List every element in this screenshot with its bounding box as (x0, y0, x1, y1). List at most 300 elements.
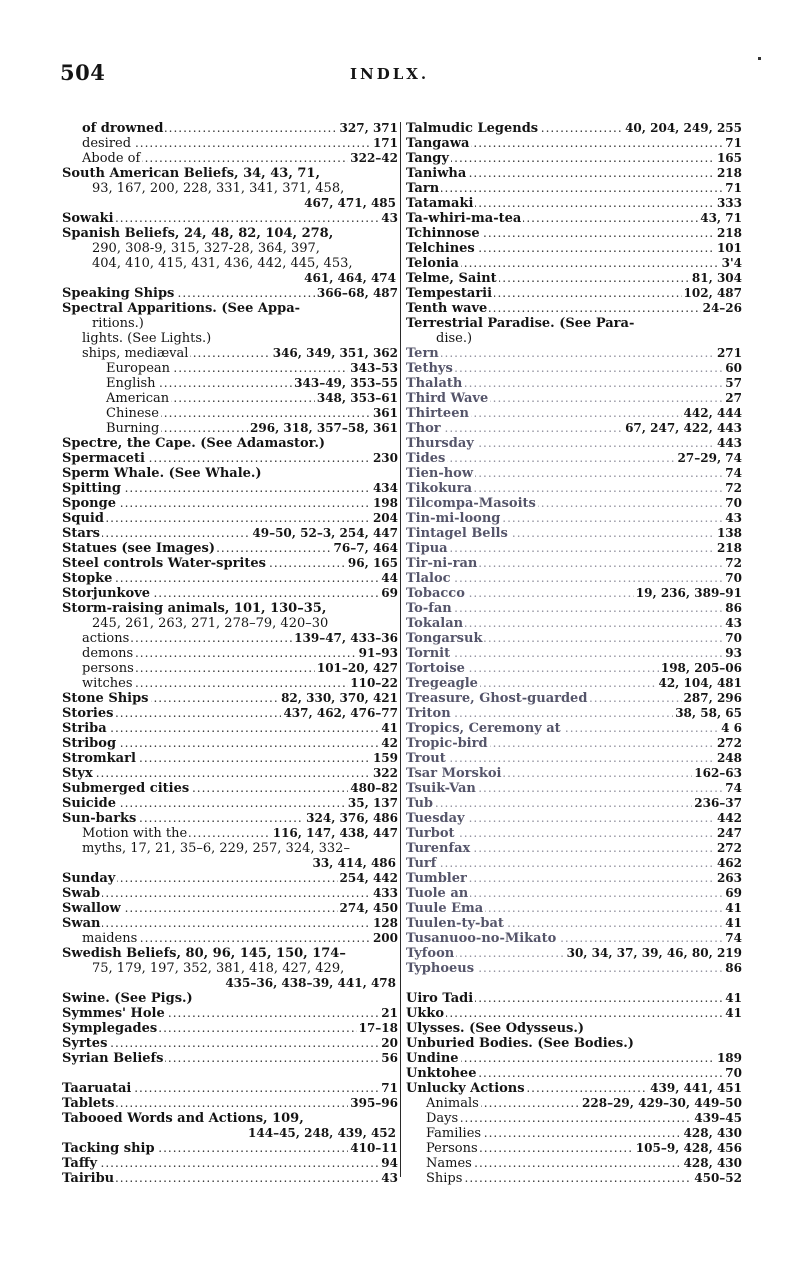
entry-term: Typhoeus (406, 961, 475, 976)
entry-pages: 43 (725, 511, 742, 525)
corner-dot (758, 57, 761, 60)
entry-term: Undine (406, 1051, 459, 1066)
entry-pages: 395–96 (350, 1096, 398, 1110)
entry-pages: 333 (716, 196, 742, 210)
entry-term: Spectre, the Cape. (See Adamastor.) (62, 436, 325, 451)
entry-term: Tuole an (406, 886, 469, 901)
running-head: INDLX. (350, 65, 430, 83)
entry-pages: 71 (725, 181, 742, 195)
index-entry (62, 1096, 398, 1111)
entry-pages: 218 (716, 166, 742, 180)
index-entry (62, 1081, 398, 1096)
entry-pages: 82, 330, 370, 421 (281, 691, 398, 705)
entry-term: Tongarsuk (406, 631, 483, 646)
entry-pages: 70 (725, 1066, 742, 1080)
index-entry (406, 151, 742, 166)
index-entry (62, 1156, 398, 1171)
entry-pages: 272 (716, 736, 742, 750)
entry-term: Motion with the (82, 826, 188, 841)
index-entry (406, 286, 742, 301)
entry-term: Stromkarl (62, 751, 136, 766)
entry-pages: 41 (725, 901, 742, 915)
entry-pages: 81, 304 (691, 271, 742, 285)
index-entry (406, 946, 742, 961)
index-entry (62, 346, 398, 361)
entry-term: Tumbler (406, 871, 467, 886)
entry-term: Swan (62, 916, 101, 931)
entry-term: European (106, 361, 171, 376)
entry-term: Turenfax (406, 841, 471, 856)
index-entry (406, 586, 742, 601)
index-entry (62, 856, 398, 871)
entry-term: Turf (406, 856, 437, 871)
entry-pages: 228–29, 429–30, 449–50 (582, 1096, 742, 1110)
index-entry (62, 616, 398, 631)
entry-term: Steel controls Water-sprites (62, 556, 266, 571)
entry-term: Tilcompa-Masoits (406, 496, 536, 511)
index-entry (62, 871, 398, 886)
entry-term: Names (426, 1156, 472, 1171)
entry-pages: 144–45, 248, 439, 452 (248, 1126, 396, 1140)
entry-term: English (106, 376, 156, 391)
index-entry (62, 916, 398, 931)
entry-pages: 19, 236, 389–91 (635, 586, 742, 600)
index-entry (406, 301, 742, 316)
index-entry (406, 856, 742, 871)
index-entry (406, 601, 742, 616)
entry-pages: 467, 471, 485 (304, 196, 396, 210)
index-entry (406, 541, 742, 556)
entry-term: Swine. (See Pigs.) (62, 991, 193, 1006)
entry-term: Spectral Apparitions. (See Appa- (62, 301, 301, 316)
entry-term: Tchinnose (406, 226, 480, 241)
index-entry (62, 646, 398, 661)
entry-pages: 67, 247, 422, 443 (625, 421, 742, 435)
index-entry (62, 541, 398, 556)
entry-term: Tien-how (406, 466, 474, 481)
entry-term: maidens (82, 931, 138, 946)
entry-pages: 27 (725, 391, 742, 405)
entry-term: 404, 410, 415, 431, 436, 442, 445, 453, (92, 256, 353, 271)
index-entry (62, 976, 398, 991)
entry-term: Symmes' Hole (62, 1006, 165, 1021)
entry-pages: 159 (372, 751, 398, 765)
entry-term: Ukko (406, 1006, 445, 1021)
entry-term: Sun-barks (62, 811, 137, 826)
entry-pages: 434 (372, 481, 398, 495)
index-entry (406, 481, 742, 496)
index-entry (62, 151, 398, 166)
entry-term: Uiro Tadi (406, 991, 474, 1006)
index-entry (62, 166, 398, 181)
index-entry (406, 1051, 742, 1066)
index-entry (62, 631, 398, 646)
entry-pages: 439–45 (694, 1111, 742, 1125)
index-entry (406, 886, 742, 901)
entry-pages: 189 (716, 1051, 742, 1065)
index-entry (62, 961, 398, 976)
entry-pages: 116, 147, 438, 447 (272, 826, 398, 840)
entry-pages: 91–93 (358, 646, 398, 660)
entry-term: Thor (406, 421, 441, 436)
entry-term: of drowned (82, 121, 164, 136)
entry-term: demons (82, 646, 134, 661)
entry-term: Tropics, Ceremony at (406, 721, 561, 736)
entry-term: Tregeagle (406, 676, 478, 691)
entry-pages: 24–26 (702, 301, 742, 315)
index-entry (406, 661, 742, 676)
entry-pages: 322–42 (350, 151, 398, 165)
entry-term: Tacking ship (62, 1141, 155, 1156)
entry-term: Submerged cities (62, 781, 190, 796)
index-entry (406, 271, 742, 286)
index-entry (406, 1171, 742, 1186)
entry-pages: 343–53 (350, 361, 398, 375)
entry-term: Syrian Beliefs (62, 1051, 164, 1066)
entry-term: Tsuik-Van (406, 781, 476, 796)
index-entry (62, 556, 398, 571)
entry-pages: 30, 34, 37, 39, 46, 80, 219 (566, 946, 742, 960)
index-entry (62, 751, 398, 766)
entry-pages: 361 (372, 406, 398, 420)
index-entry (406, 1066, 742, 1081)
entry-pages: 70 (725, 631, 742, 645)
entry-term: Turbot (406, 826, 455, 841)
entry-term: Tir-ni-ran (406, 556, 478, 571)
entry-pages: 71 (725, 136, 742, 150)
index-entry (62, 211, 398, 226)
entry-term: Swallow (62, 901, 121, 916)
index-entry (406, 781, 742, 796)
entry-pages: 296, 318, 357–58, 361 (250, 421, 398, 435)
entry-term: Tempestarii (406, 286, 493, 301)
index-entry (406, 361, 742, 376)
entry-pages: 254, 442 (339, 871, 398, 885)
index-entry (62, 181, 398, 196)
index-entry (406, 1156, 742, 1171)
index-entry (62, 1126, 398, 1141)
entry-term: 290, 308-9, 315, 327-28, 364, 397, (92, 241, 320, 256)
entry-pages: 204 (372, 511, 398, 525)
entry-pages: 49–50, 52–3, 254, 447 (252, 526, 398, 540)
entry-pages: 33, 414, 486 (312, 856, 396, 870)
entry-term: Tarn (406, 181, 440, 196)
entry-pages: 428, 430 (683, 1126, 742, 1140)
entry-term: Stars (62, 526, 100, 541)
entry-pages: 74 (725, 781, 742, 795)
entry-term: Tsar Morskoi (406, 766, 502, 781)
entry-pages: 366–68, 487 (316, 286, 398, 300)
entry-pages: 346, 349, 351, 362 (272, 346, 398, 360)
entry-term: Swedish Beliefs, 80, 96, 145, 150, 174– (62, 946, 346, 961)
index-entry (406, 316, 742, 331)
entry-pages: 41 (725, 991, 742, 1005)
entry-term: Thursday (406, 436, 474, 451)
index-entry (62, 466, 398, 481)
index-entry (62, 811, 398, 826)
entry-term: Tuule Ema (406, 901, 484, 916)
entry-pages: 462 (716, 856, 742, 870)
entry-term: dise.) (436, 331, 473, 346)
index-entry (406, 196, 742, 211)
entry-pages: 200 (372, 931, 398, 945)
index-entry (406, 181, 742, 196)
entry-pages: 86 (725, 601, 742, 615)
entry-pages: 41 (725, 916, 742, 930)
index-entry (62, 901, 398, 916)
entry-term: Taaruatai (62, 1081, 132, 1096)
index-entry (62, 586, 398, 601)
entry-pages: 480–82 (350, 781, 398, 795)
index-entry (62, 421, 398, 436)
index-entry (406, 1096, 742, 1111)
index-entry (406, 511, 742, 526)
index-entry (406, 391, 742, 406)
index-entry (406, 676, 742, 691)
index-entry (62, 841, 398, 856)
entry-pages: 110–22 (350, 676, 398, 690)
entry-pages: 43 (725, 616, 742, 630)
entry-term: Symplegades (62, 1021, 158, 1036)
entry-term: Triton (406, 706, 451, 721)
entry-pages: 198, 205–06 (660, 661, 742, 675)
entry-term: Stone Ships (62, 691, 149, 706)
entry-pages: 56 (381, 1051, 398, 1065)
entry-pages: 35, 137 (347, 796, 398, 810)
entry-pages: 43 (381, 211, 398, 225)
entry-pages: 69 (725, 886, 742, 900)
entry-pages: 428, 430 (683, 1156, 742, 1170)
index-entry (62, 271, 398, 286)
section-gap (406, 976, 742, 991)
entry-pages: 450–52 (694, 1171, 742, 1185)
entry-term: Tangawa (406, 136, 470, 151)
entry-term: South American Beliefs, 34, 43, 71, (62, 166, 320, 181)
index-entry (62, 1051, 398, 1066)
index-entry (406, 796, 742, 811)
index-entry (406, 901, 742, 916)
index-entry (406, 931, 742, 946)
index-entry (406, 961, 742, 976)
entry-pages: 165 (716, 151, 742, 165)
entry-pages: 102, 487 (683, 286, 742, 300)
index-entry (406, 526, 742, 541)
entry-term: Stribog (62, 736, 117, 751)
entry-term: persons (82, 661, 134, 676)
entry-term: Tornit (406, 646, 451, 661)
index-entry (62, 451, 398, 466)
entry-term: Third Wave (406, 391, 489, 406)
entry-term: Abode of (82, 151, 141, 166)
index-entry (406, 811, 742, 826)
entry-term: Persons (426, 1141, 478, 1156)
index-entry (406, 706, 742, 721)
index-entry (62, 766, 398, 781)
index-entry (406, 736, 742, 751)
entry-term: Tairibu (62, 1171, 115, 1186)
entry-term: Sponge (62, 496, 116, 511)
entry-pages: 435–36, 438–39, 441, 478 (225, 976, 396, 990)
entry-pages: 96, 165 (347, 556, 398, 570)
entry-pages: 139–47, 433–36 (294, 631, 398, 645)
index-entry (62, 796, 398, 811)
entry-pages: 105–9, 428, 456 (635, 1141, 742, 1155)
index-entry (406, 631, 742, 646)
index-entry (62, 436, 398, 451)
entry-pages: 86 (725, 961, 742, 975)
section-gap (62, 1066, 398, 1081)
index-entry (62, 571, 398, 586)
entry-pages: 17–18 (358, 1021, 398, 1035)
index-entry (62, 391, 398, 406)
entry-term: Tropic-bird (406, 736, 488, 751)
index-entry (406, 1141, 742, 1156)
index-entry (62, 331, 398, 346)
index-entry (62, 706, 398, 721)
entry-pages: 74 (725, 466, 742, 480)
entry-term: Families (426, 1126, 482, 1141)
entry-term: Taniwha (406, 166, 467, 181)
entry-term: To-fan (406, 601, 452, 616)
entry-pages: 74 (725, 931, 742, 945)
entry-term: Tatamaki (406, 196, 474, 211)
entry-pages: 38, 58, 65 (675, 706, 742, 720)
index-entry (62, 1021, 398, 1036)
entry-term: Striba (62, 721, 107, 736)
entry-term: Ta-whiri-ma-tea (406, 211, 522, 226)
entry-pages: 442, 444 (683, 406, 742, 420)
entry-term: Tipua (406, 541, 448, 556)
entry-term: witches (82, 676, 133, 691)
entry-pages: 461, 464, 474 (304, 271, 396, 285)
entry-term: Telme, Saint (406, 271, 497, 286)
entry-pages: 248 (716, 751, 742, 765)
entry-pages: 41 (725, 1006, 742, 1020)
entry-pages: 42, 104, 481 (658, 676, 742, 690)
entry-pages: 60 (725, 361, 742, 375)
entry-term: Sunday (62, 871, 116, 886)
entry-pages: 57 (725, 376, 742, 390)
entry-term: lights. (See Lights.) (82, 331, 212, 346)
entry-pages: 198 (372, 496, 398, 510)
index-entry (62, 661, 398, 676)
entry-term: Tyfoon (406, 946, 455, 961)
entry-term: Tethys (406, 361, 453, 376)
entry-pages: 439, 441, 451 (650, 1081, 742, 1095)
entry-pages: 272 (716, 841, 742, 855)
entry-term: Speaking Ships (62, 286, 175, 301)
index-entry (406, 226, 742, 241)
entry-term: Spermaceti (62, 451, 145, 466)
index-entry (406, 1111, 742, 1126)
entry-pages: 72 (725, 556, 742, 570)
entry-term: Tortoise (406, 661, 465, 676)
entry-term: Taffy (62, 1156, 98, 1171)
entry-pages: 271 (716, 346, 742, 360)
index-entry (62, 1171, 398, 1186)
entry-term: ships, mediæval (82, 346, 189, 361)
index-entry (406, 496, 742, 511)
entry-pages: 43, 71 (700, 211, 742, 225)
index-entry (62, 286, 398, 301)
entry-term: Trout (406, 751, 446, 766)
entry-term: Stories (62, 706, 114, 721)
index-entry (62, 826, 398, 841)
entry-pages: 4 6 (721, 721, 742, 735)
column-divider (400, 122, 401, 1177)
entry-pages: 128 (372, 916, 398, 930)
entry-term: Tablets (62, 1096, 115, 1111)
index-entry (62, 691, 398, 706)
entry-term: Syrtes (62, 1036, 108, 1051)
index-entry (62, 136, 398, 151)
entry-pages: 443 (716, 436, 742, 450)
entry-pages: 322 (372, 766, 398, 780)
entry-term: ritions.) (92, 316, 144, 331)
index-entry (62, 931, 398, 946)
index-entry (62, 301, 398, 316)
index-entry (62, 406, 398, 421)
entry-term: Ulysses. (See Odysseus.) (406, 1021, 585, 1036)
index-entry (406, 556, 742, 571)
entry-pages: 433 (372, 886, 398, 900)
entry-pages: 218 (716, 541, 742, 555)
index-entry (62, 496, 398, 511)
entry-term: Stopke (62, 571, 113, 586)
index-entry (62, 676, 398, 691)
entry-term: Tangy (406, 151, 449, 166)
entry-pages: 437, 462, 476–77 (283, 706, 398, 720)
entry-term: Styx (62, 766, 93, 781)
entry-term: Squid (62, 511, 104, 526)
entry-pages: 138 (716, 526, 742, 540)
index-column-right (406, 121, 742, 1186)
index-entry (62, 886, 398, 901)
entry-term: Treasure, Ghost-guarded (406, 691, 588, 706)
entry-term: actions (82, 631, 130, 646)
index-entry (62, 946, 398, 961)
entry-term: Tenth wave (406, 301, 488, 316)
entry-term: Tikokura (406, 481, 473, 496)
index-entry (406, 1006, 742, 1021)
entry-term: myths, 17, 21, 35–6, 229, 257, 324, 332– (82, 841, 350, 856)
entry-pages: 76–7, 464 (333, 541, 398, 555)
entry-pages: 43 (381, 1171, 398, 1185)
entry-pages: 101–20, 427 (316, 661, 398, 675)
entry-pages: 162–63 (694, 766, 742, 780)
entry-term: Tern (406, 346, 439, 361)
entry-term: Telonia (406, 256, 459, 271)
entry-pages: 218 (716, 226, 742, 240)
index-entry (62, 256, 398, 271)
index-entry (406, 826, 742, 841)
entry-term: Tokalan (406, 616, 464, 631)
index-entry (62, 511, 398, 526)
entry-pages: 69 (381, 586, 398, 600)
entry-term: 93, 167, 200, 228, 331, 341, 371, 458, (92, 181, 345, 196)
index-entry (406, 1036, 742, 1051)
index-entry (62, 361, 398, 376)
index-entry (406, 256, 742, 271)
index-entry (62, 316, 398, 331)
index-entry (406, 571, 742, 586)
index-entry (406, 616, 742, 631)
entry-term: Statues (see Images) (62, 541, 216, 556)
entry-term: Tusanuoo-no-Mikato (406, 931, 557, 946)
index-entry (62, 1141, 398, 1156)
index-column-left (62, 121, 398, 1186)
index-entry (406, 1081, 742, 1096)
